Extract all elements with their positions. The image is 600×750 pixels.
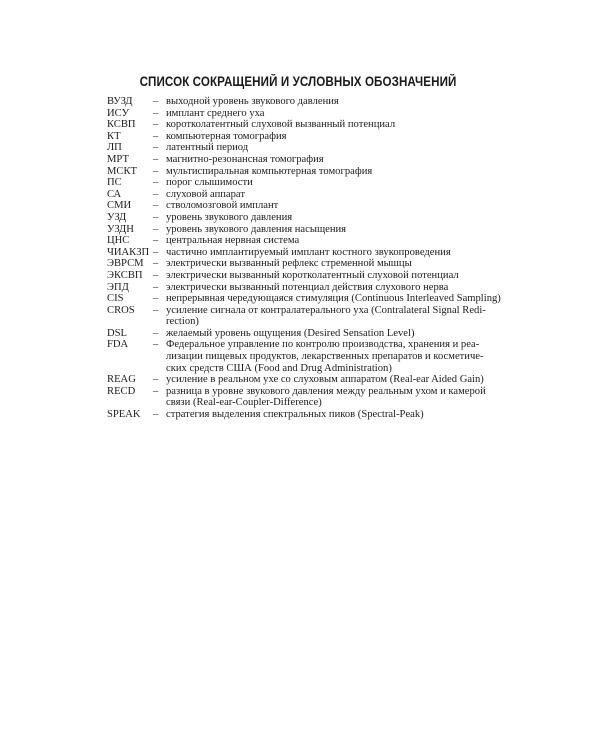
abbreviation-term: МСКТ (107, 165, 138, 177)
abbreviation-definition (166, 328, 492, 340)
definition-line: электрически вызванный рефлекс стременной мышцы (166, 258, 412, 270)
abbreviation-term: СА (107, 188, 122, 200)
definition-line: rection) (166, 316, 199, 328)
abbreviation-term: СМИ (107, 200, 132, 212)
definition-line: ских средств США (Food and Drug Administration) (166, 362, 392, 374)
abbreviation-definition (166, 212, 492, 224)
abbreviation-term: CROS (107, 304, 135, 316)
abbreviation-row (107, 212, 492, 224)
abbreviation-definition (166, 108, 492, 120)
abbreviation-term: RECD (107, 385, 136, 397)
abbreviation-term: DSL (107, 327, 128, 339)
abbreviation-definition (166, 154, 492, 166)
abbreviation-term: КТ (107, 130, 121, 142)
definition-line: усиление сигнала от контралатерального уха (Contralateral Signal Redi- (166, 304, 486, 316)
abbreviation-term: УЗДН (107, 223, 134, 235)
abbreviation-row (107, 305, 492, 328)
definition-line: разница в уровне звукового давления между реальным ухом и камерой (166, 385, 486, 397)
abbreviation-term: ЛП (107, 142, 122, 154)
definition-line: центральная нервная система (166, 235, 300, 247)
abbreviation-definition (166, 119, 492, 131)
abbreviation-row (107, 328, 492, 340)
abbreviation-term: ЭКСВП (107, 269, 143, 281)
definition-line: связи (Real-ear-Coupler-Difference) (166, 397, 322, 409)
abbreviation-row (107, 96, 492, 108)
abbreviation-term: ЧИАКЗП (107, 246, 150, 258)
abbreviation-row (107, 409, 492, 421)
abbreviation-term: ПС (107, 177, 122, 189)
abbreviation-definition (166, 305, 492, 328)
abbreviation-row (107, 108, 492, 120)
definition-dash: – (153, 130, 159, 142)
definition-line: желаемый уровень ощущения (Desired Sensation Level) (166, 327, 415, 339)
definition-line: магнитно-резонансная томография (166, 153, 324, 165)
abbreviation-term: ВУЗД (107, 96, 133, 107)
abbreviation-term: ИСУ (107, 107, 130, 119)
definition-line: электрически вызванный потенциал действия слухового нерва (166, 281, 449, 293)
definition-dash: – (153, 211, 159, 223)
abbreviation-definition (166, 200, 492, 212)
definition-line: коротколатентный слуховой вызванный потенциал (166, 119, 396, 131)
abbreviation-definition (166, 409, 492, 421)
abbreviation-term: КСВП (107, 119, 136, 131)
abbreviation-row (107, 154, 492, 166)
definition-dash: – (153, 119, 159, 131)
definition-dash: – (153, 188, 159, 200)
abbreviation-definition (166, 293, 501, 305)
definition-dash: – (153, 200, 159, 212)
definition-dash: – (153, 107, 159, 119)
abbreviation-row (107, 258, 492, 270)
abbreviation-term: ЦНС (107, 235, 130, 247)
definition-line: частично имплантируемый имплант костного звукопроведения (166, 246, 451, 258)
definition-line: мультиспиральная компьютерная томография (166, 165, 373, 177)
definition-dash: – (153, 374, 159, 386)
abbreviation-term: CIS (107, 293, 124, 305)
abbreviation-definition (166, 189, 492, 201)
abbreviation-term: ЭВРСМ (107, 258, 144, 270)
definition-dash: – (153, 142, 159, 154)
abbreviation-row (107, 235, 492, 247)
definition-line: выходной уровень звукового давления (166, 96, 339, 107)
definition-dash: – (153, 327, 159, 339)
definition-line: порог слышимости (166, 177, 253, 189)
abbreviation-term: ЭПД (107, 281, 129, 293)
abbreviation-row (107, 189, 492, 201)
definition-dash: – (153, 409, 159, 421)
abbreviation-row (107, 386, 492, 409)
definition-dash: – (153, 385, 159, 397)
abbreviation-row (107, 270, 492, 282)
abbreviation-row (107, 166, 492, 178)
abbreviation-definition (166, 235, 492, 247)
abbreviation-row (107, 247, 492, 259)
abbreviation-row (107, 119, 492, 131)
abbreviation-definition (166, 96, 492, 108)
definition-line: компьютерная томография (166, 130, 287, 142)
abbreviation-definition (166, 386, 492, 409)
definition-line: имплант среднего уха (166, 107, 265, 119)
abbreviation-term: МРТ (107, 153, 129, 165)
definition-dash: – (153, 258, 159, 270)
abbreviation-term: REAG (107, 374, 136, 386)
definition-dash: – (153, 304, 159, 316)
abbreviation-row (107, 339, 492, 374)
definition-line: стратегия выделения спектральных пиков (Spectral-Peak) (166, 409, 424, 421)
definition-dash: – (153, 177, 159, 189)
definition-line: усиление в реальном ухе со слуховым аппаратом (Real-ear Aided Gain) (166, 374, 484, 386)
abbreviation-definition (166, 166, 492, 178)
abbreviation-row (107, 293, 501, 305)
abbreviation-definition (166, 339, 492, 374)
abbreviation-definition (166, 282, 492, 294)
abbreviation-list (107, 96, 501, 421)
definition-line: стволомозговой имплант (166, 200, 279, 212)
abbreviation-row (107, 200, 492, 212)
abbreviation-definition (166, 270, 492, 282)
definition-dash: – (153, 246, 159, 258)
definition-line: Федеральное управление по контролю производства, хранения и реа- (166, 339, 480, 351)
definition-line: электрически вызванный коротколатентный слуховой потенциал (166, 269, 459, 281)
page-title: СПИСОК СОКРАЩЕНИЙ И УСЛОВНЫХ ОБОЗНАЧЕНИЙ (139, 74, 457, 89)
abbreviation-row (107, 131, 492, 143)
definition-dash: – (153, 269, 159, 281)
definition-dash: – (153, 165, 159, 177)
abbreviation-row (107, 177, 492, 189)
abbreviation-term: SPEAK (107, 409, 141, 421)
definition-line: слуховой аппарат (166, 188, 245, 200)
abbreviation-row (107, 142, 492, 154)
abbreviation-row (107, 374, 492, 386)
definition-dash: – (153, 293, 159, 305)
abbreviation-definition (166, 142, 492, 154)
definition-dash: – (153, 223, 159, 235)
definition-dash: – (153, 281, 159, 293)
abbreviation-definition (166, 177, 492, 189)
abbreviation-term: FDA (107, 339, 129, 351)
abbreviation-row (107, 282, 492, 294)
definition-dash: – (153, 96, 159, 107)
definition-dash: – (153, 153, 159, 165)
definition-line: уровень звукового давления (166, 211, 293, 223)
definition-line: латентный период (166, 142, 249, 154)
definition-dash: – (153, 235, 159, 247)
abbreviation-definition (166, 258, 492, 270)
abbreviation-definition (166, 224, 492, 236)
definition-line: лизации пищевых продуктов, лекарственных препаратов и косметиче- (166, 351, 484, 363)
definition-dash: – (153, 339, 159, 351)
abbreviation-definition (166, 131, 492, 143)
abbreviation-definition (166, 374, 492, 386)
abbreviation-row (107, 224, 492, 236)
definition-line: непрерывная чередующаяся стимуляция (Continuous Interleaved Sampling) (166, 293, 501, 305)
abbreviation-term: УЗД (107, 211, 127, 223)
abbreviation-definition (166, 247, 492, 259)
definition-line: уровень звукового давления насыщения (166, 223, 347, 235)
